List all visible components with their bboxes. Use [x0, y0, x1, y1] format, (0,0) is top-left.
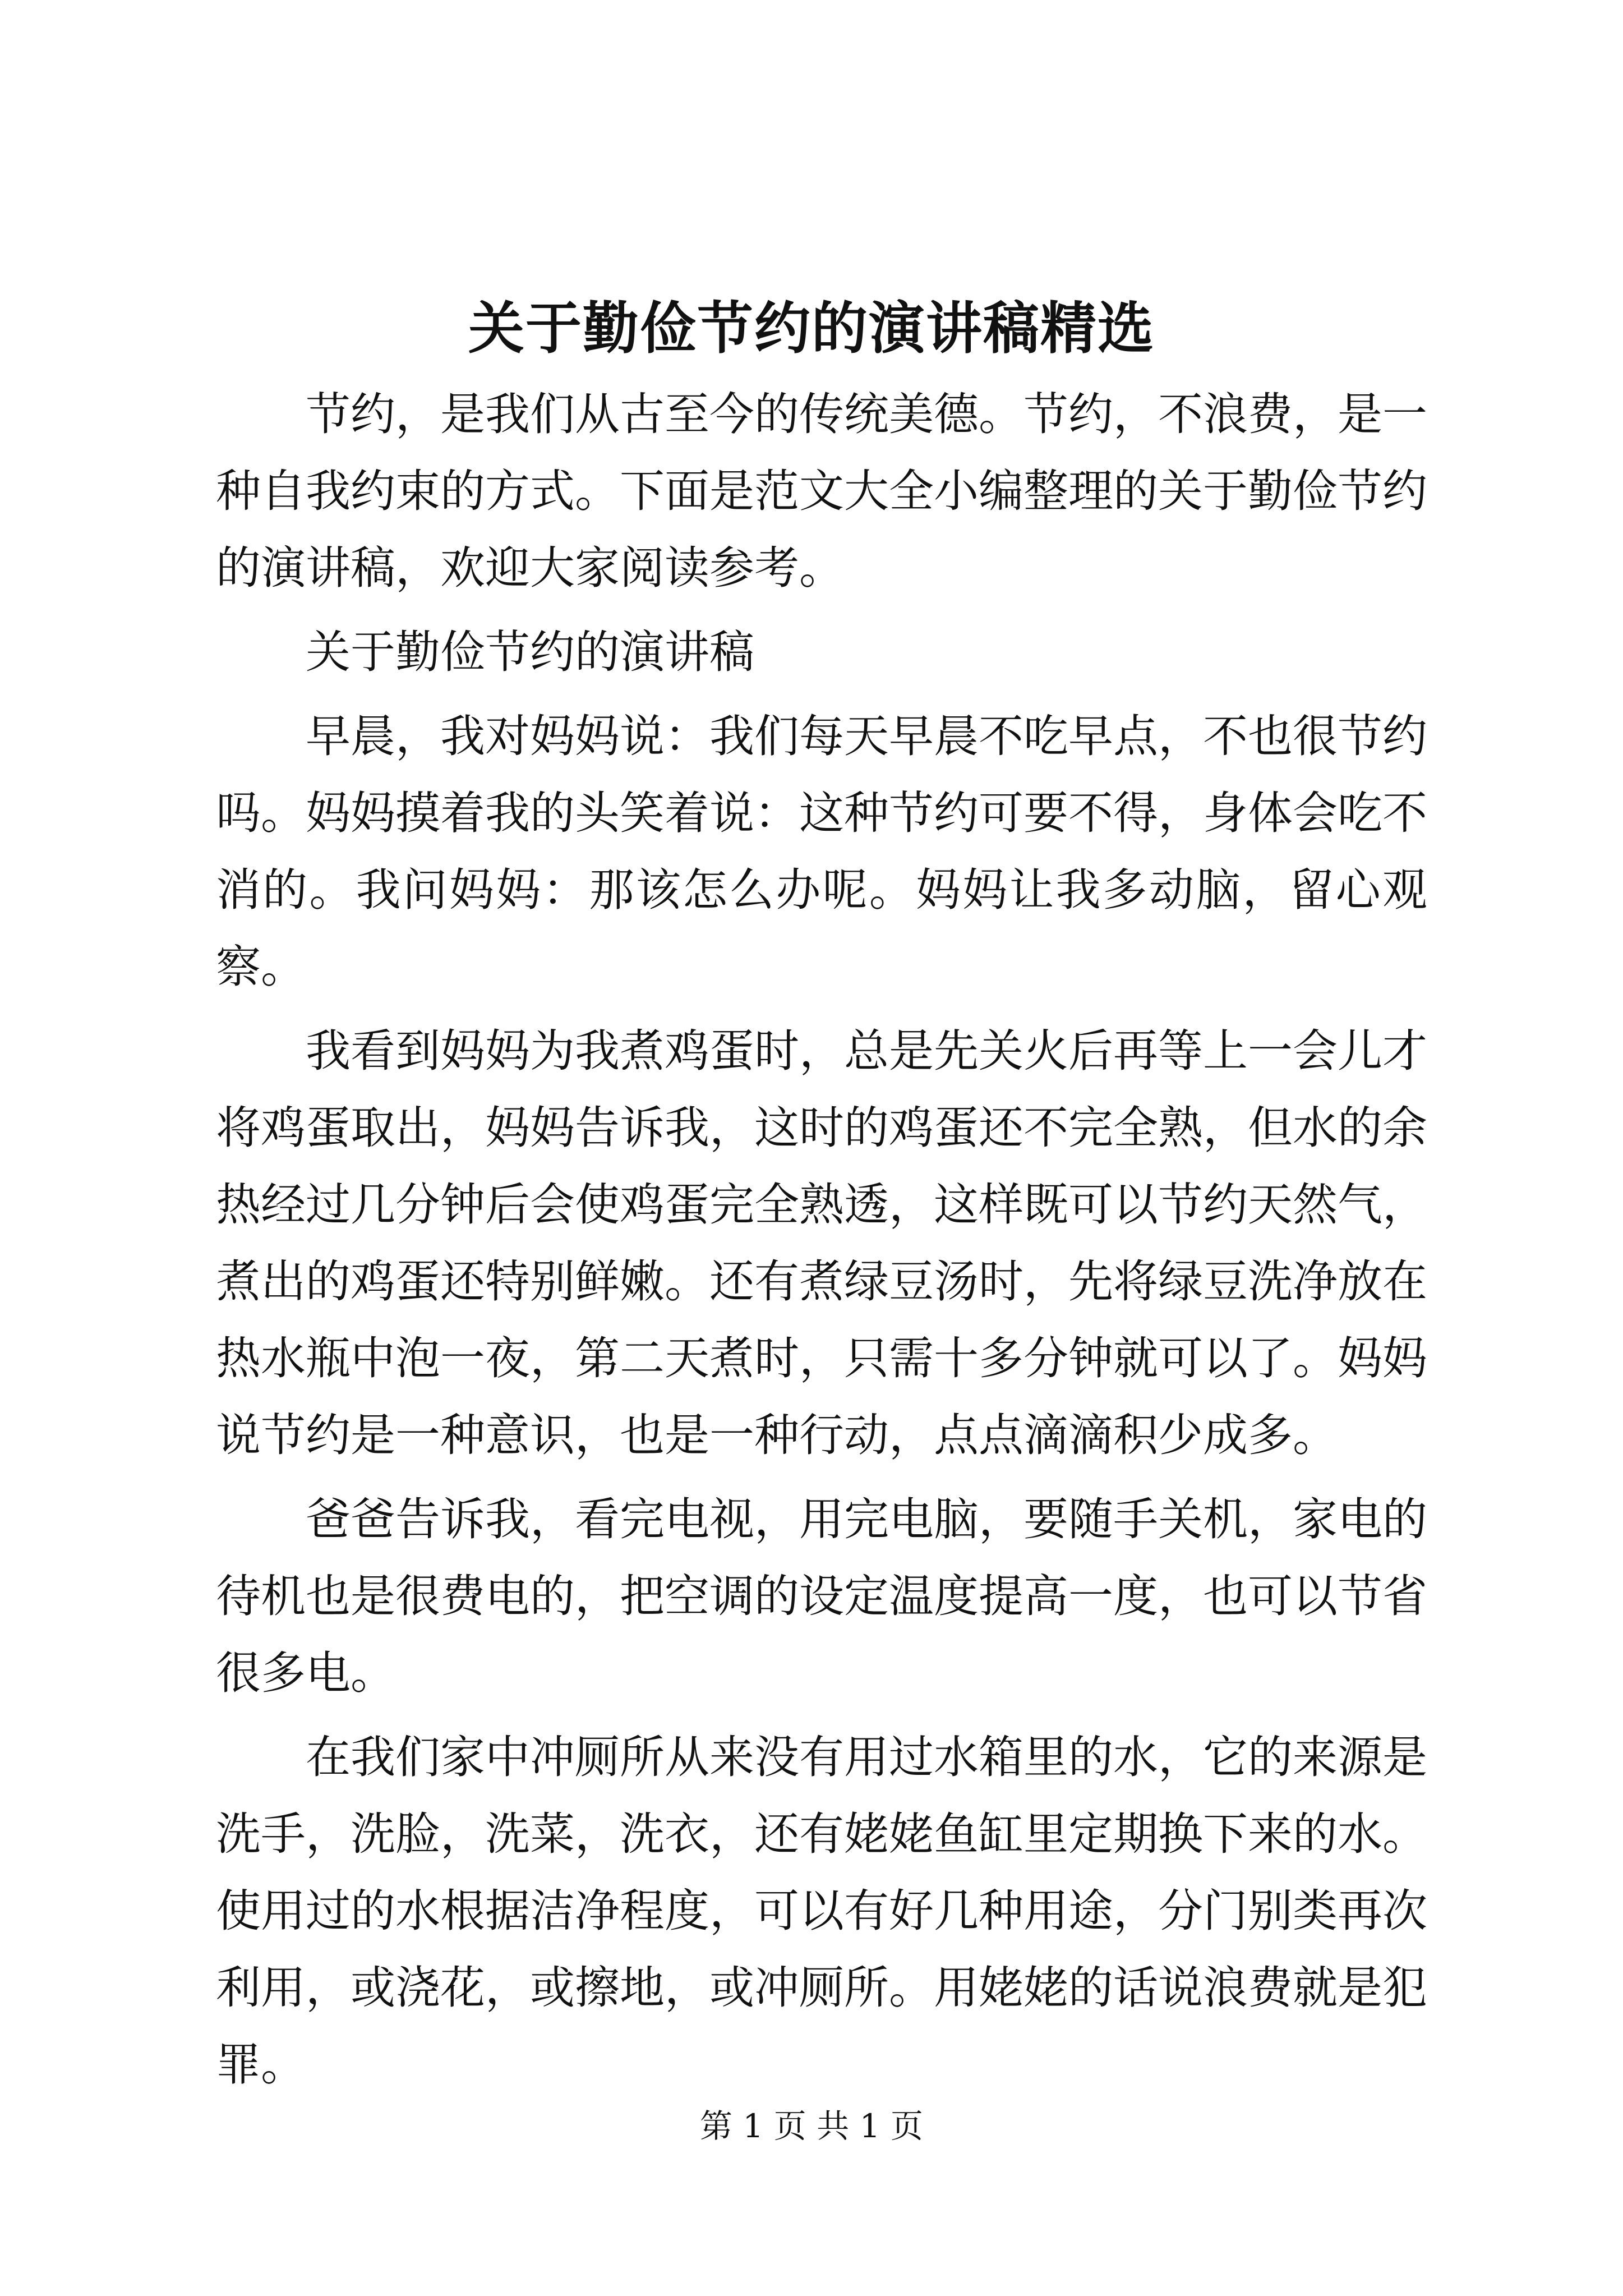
- paragraph-eggs: 我看到妈妈为我煮鸡蛋时，总是先关火后再等上一会儿才将鸡蛋取出，妈妈告诉我，这时的鸡蛋还不完全熟，但水的余热经过几分钟后会使鸡蛋完全熟透，这样既可以节约天然气，煮出的鸡蛋还特别鲜嫩。还有煮绿豆汤时，先将绿豆洗净放在热水瓶中泡一夜，第二天煮时，只需十多分钟就可以了。妈妈说节约是一种意识，也是一种行动，点点滴滴积少成多。: [216, 1025, 1427, 1461]
- paragraph-intro: 节约，是我们从古至今的传统美德。节约，不浪费，是一种自我约束的方式。下面是范文大全小编整理的关于勤俭节约的演讲稿，欢迎大家阅读参考。: [216, 388, 1427, 594]
- paragraph-morning: 早晨，我对妈妈说：我们每天早晨不吃早点，不也很节约吗。妈妈摸着我的头笑着说：这种节约可要不得，身体会吃不消的。我问妈妈：那该怎么办呢。妈妈让我多动脑，留心观察。: [216, 710, 1427, 993]
- document-body: [216, 376, 1427, 2110]
- document-title: 关于勤俭节约的演讲稿精选: [468, 295, 1155, 361]
- paragraph-water: 在我们家中冲厕所从来没有用过水箱里的水，它的来源是洗手，洗脸，洗菜，洗衣，还有姥姥鱼缸里定期换下来的水。使用过的水根据洁净程度，可以有好几种用途，分门别类再次利用，或浇花，或擦地，或冲厕所。用姥姥的话说浪费就是犯罪。: [216, 1731, 1427, 2091]
- paragraph-electricity: 爸爸告诉我，看完电视，用完电脑，要随手关机，家电的待机也是很费电的，把空调的设定温度提高一度，也可以节省很多电。: [216, 1493, 1427, 1699]
- paragraph-subtitle: 关于勤俭节约的演讲稿: [306, 626, 754, 678]
- page-footer: 第 1 页 共 1 页: [700, 2107, 923, 2145]
